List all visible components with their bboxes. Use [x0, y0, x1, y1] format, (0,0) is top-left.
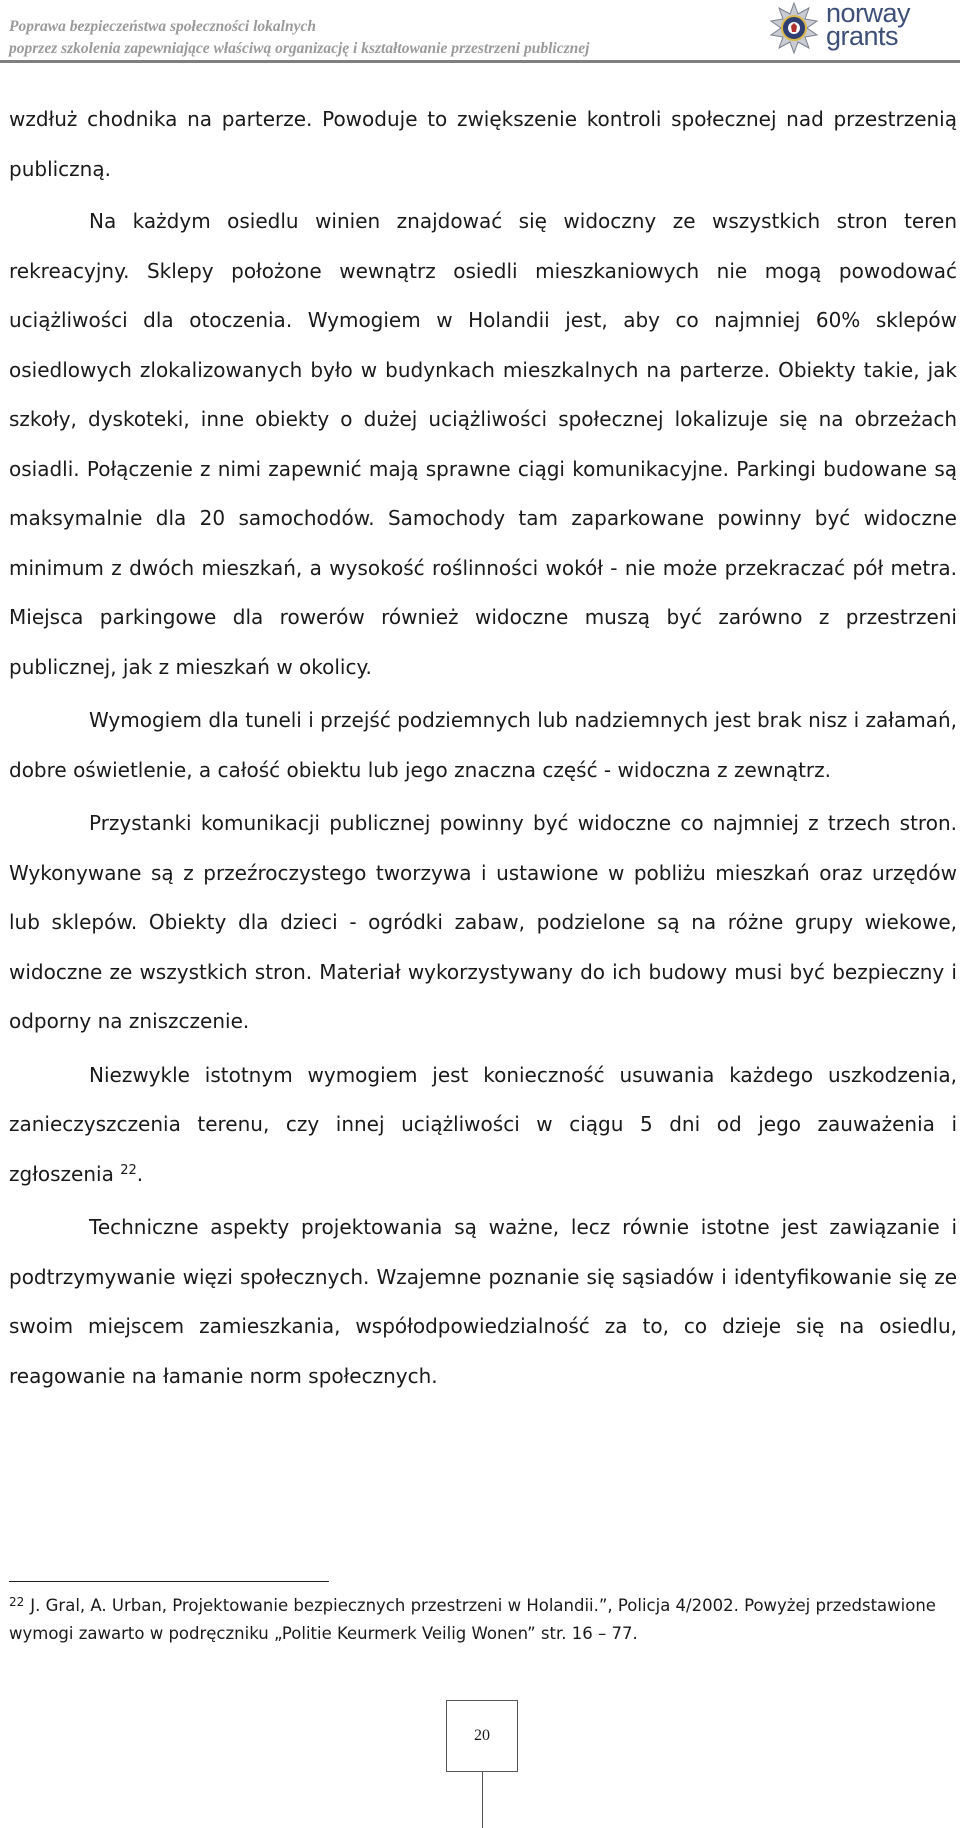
- page-number-line: [482, 1772, 483, 1828]
- page-number: 20: [474, 1727, 490, 1744]
- paragraph-5-end: .: [136, 1161, 144, 1186]
- paragraph-5: [9, 1051, 957, 1200]
- paragraph-3: Wymogiem dla tuneli i przejść podziemnych lub nadziemnych jest brak nisz i załamań, dobre oświetlenie, a całość obiektu lub jego znaczna część - widoczna z zewnątrz.: [9, 708, 957, 782]
- footnote-text: J. Gral, A. Urban, Projektowanie bezpiecznych przestrzeni w Holandii.”, Policja 4/2002. Powyżej przedstawione wymogi zawarto w podręczniku „Politie Keurmerk Veilig Wonen” str. 16 – 77.: [9, 1596, 936, 1643]
- footnote-reference: 22: [120, 1162, 137, 1178]
- logo-word-norway: norway: [826, 0, 911, 28]
- paragraph-6: Techniczne aspekty projektowania są ważne, lecz równie istotne jest zawiązanie i podtrzymywanie więzi społecznych. Wzajemne poznanie się sąsiadów i identyfikowanie się ze swoim miejscem zamieszkania, współodpowiedzialność za to, co dzieje się na osiedlu, reagowanie na łamanie norm społecznych.: [9, 1215, 957, 1388]
- paragraph-4: Przystanki komunikacji publicznej powinny być widoczne co najmniej z trzech stron. Wykonywane są z przeźroczystego tworzywa i ustawione w pobliżu mieszkań oraz urzędów lub sklepów. Obiekty dla dzieci - ogródki zabaw, podzielone są na różne grupy wiekowe, widoczne ze wszystkich stron. Materiał wykorzystywany do ich budowy musi być bezpieczny i odporny na zniszczenie.: [9, 811, 957, 1033]
- paragraph-5-text: Niezwykle istotnym wymogiem jest konieczność usuwania każdego uszkodzenia, zanieczyszczenia terenu, czy innej uciążliwości w ciągu 5 dni od jego zauważenia i zgłoszenia: [9, 1062, 957, 1186]
- page-number-box: [446, 1700, 518, 1772]
- footnote: [9, 1592, 949, 1648]
- paragraph-2: Na każdym osiedlu winien znajdować się widoczny ze wszystkich stron teren rekreacyjny. Sklepy położone wewnątrz osiedli mieszkaniowych nie mogą powodować uciążliwości dla otoczenia. Wymogiem w Holandii jest, aby co najmniej 60% sklepów osiedlowych zlokalizowanych było w budynkach mieszkalnych na parterze. Obiekty takie, jak szkoły, dyskoteki, inne obiekty o dużej uciążliwości społecznej lokalizuje się na obrzeżach osiadli. Połączenie z nimi zapewnić mają sprawne ciągi komunikacyjne. Parkingi budowane są maksymalnie dla 20 samochodów. Samochody tam zaparkowane powinny być widoczne minimum z dwóch mieszkań, a wysokość roślinności wokół - nie może przekraczać pół metra. Miejsca parkingowe dla rowerów również widoczne muszą być zarówno z przestrzeni publicznej, jak z mieszkań w okolicy.: [9, 209, 957, 679]
- police-star-emblem-icon: [768, 2, 820, 54]
- header-title-line1: Poprawa bezpieczeństwa społeczności lokalnych: [9, 18, 316, 35]
- norway-grants-logo: [826, 0, 911, 51]
- page-header: [0, 0, 960, 64]
- document-body: [9, 95, 957, 1401]
- footnote-number: 22: [9, 1595, 25, 1609]
- paragraph-1: wzdłuż chodnika na parterze. Powoduje to zwiększenie kontroli społecznej nad przestrzenią publiczną.: [9, 107, 957, 181]
- header-title-line2: poprzez szkolenia zapewniające właściwą organizację i kształtowanie przestrzeni publicznej: [9, 40, 590, 57]
- logo-word-grants: grants: [826, 21, 899, 51]
- footnote-divider: [9, 1581, 329, 1582]
- header-divider: [0, 60, 960, 63]
- header-title: [9, 16, 589, 60]
